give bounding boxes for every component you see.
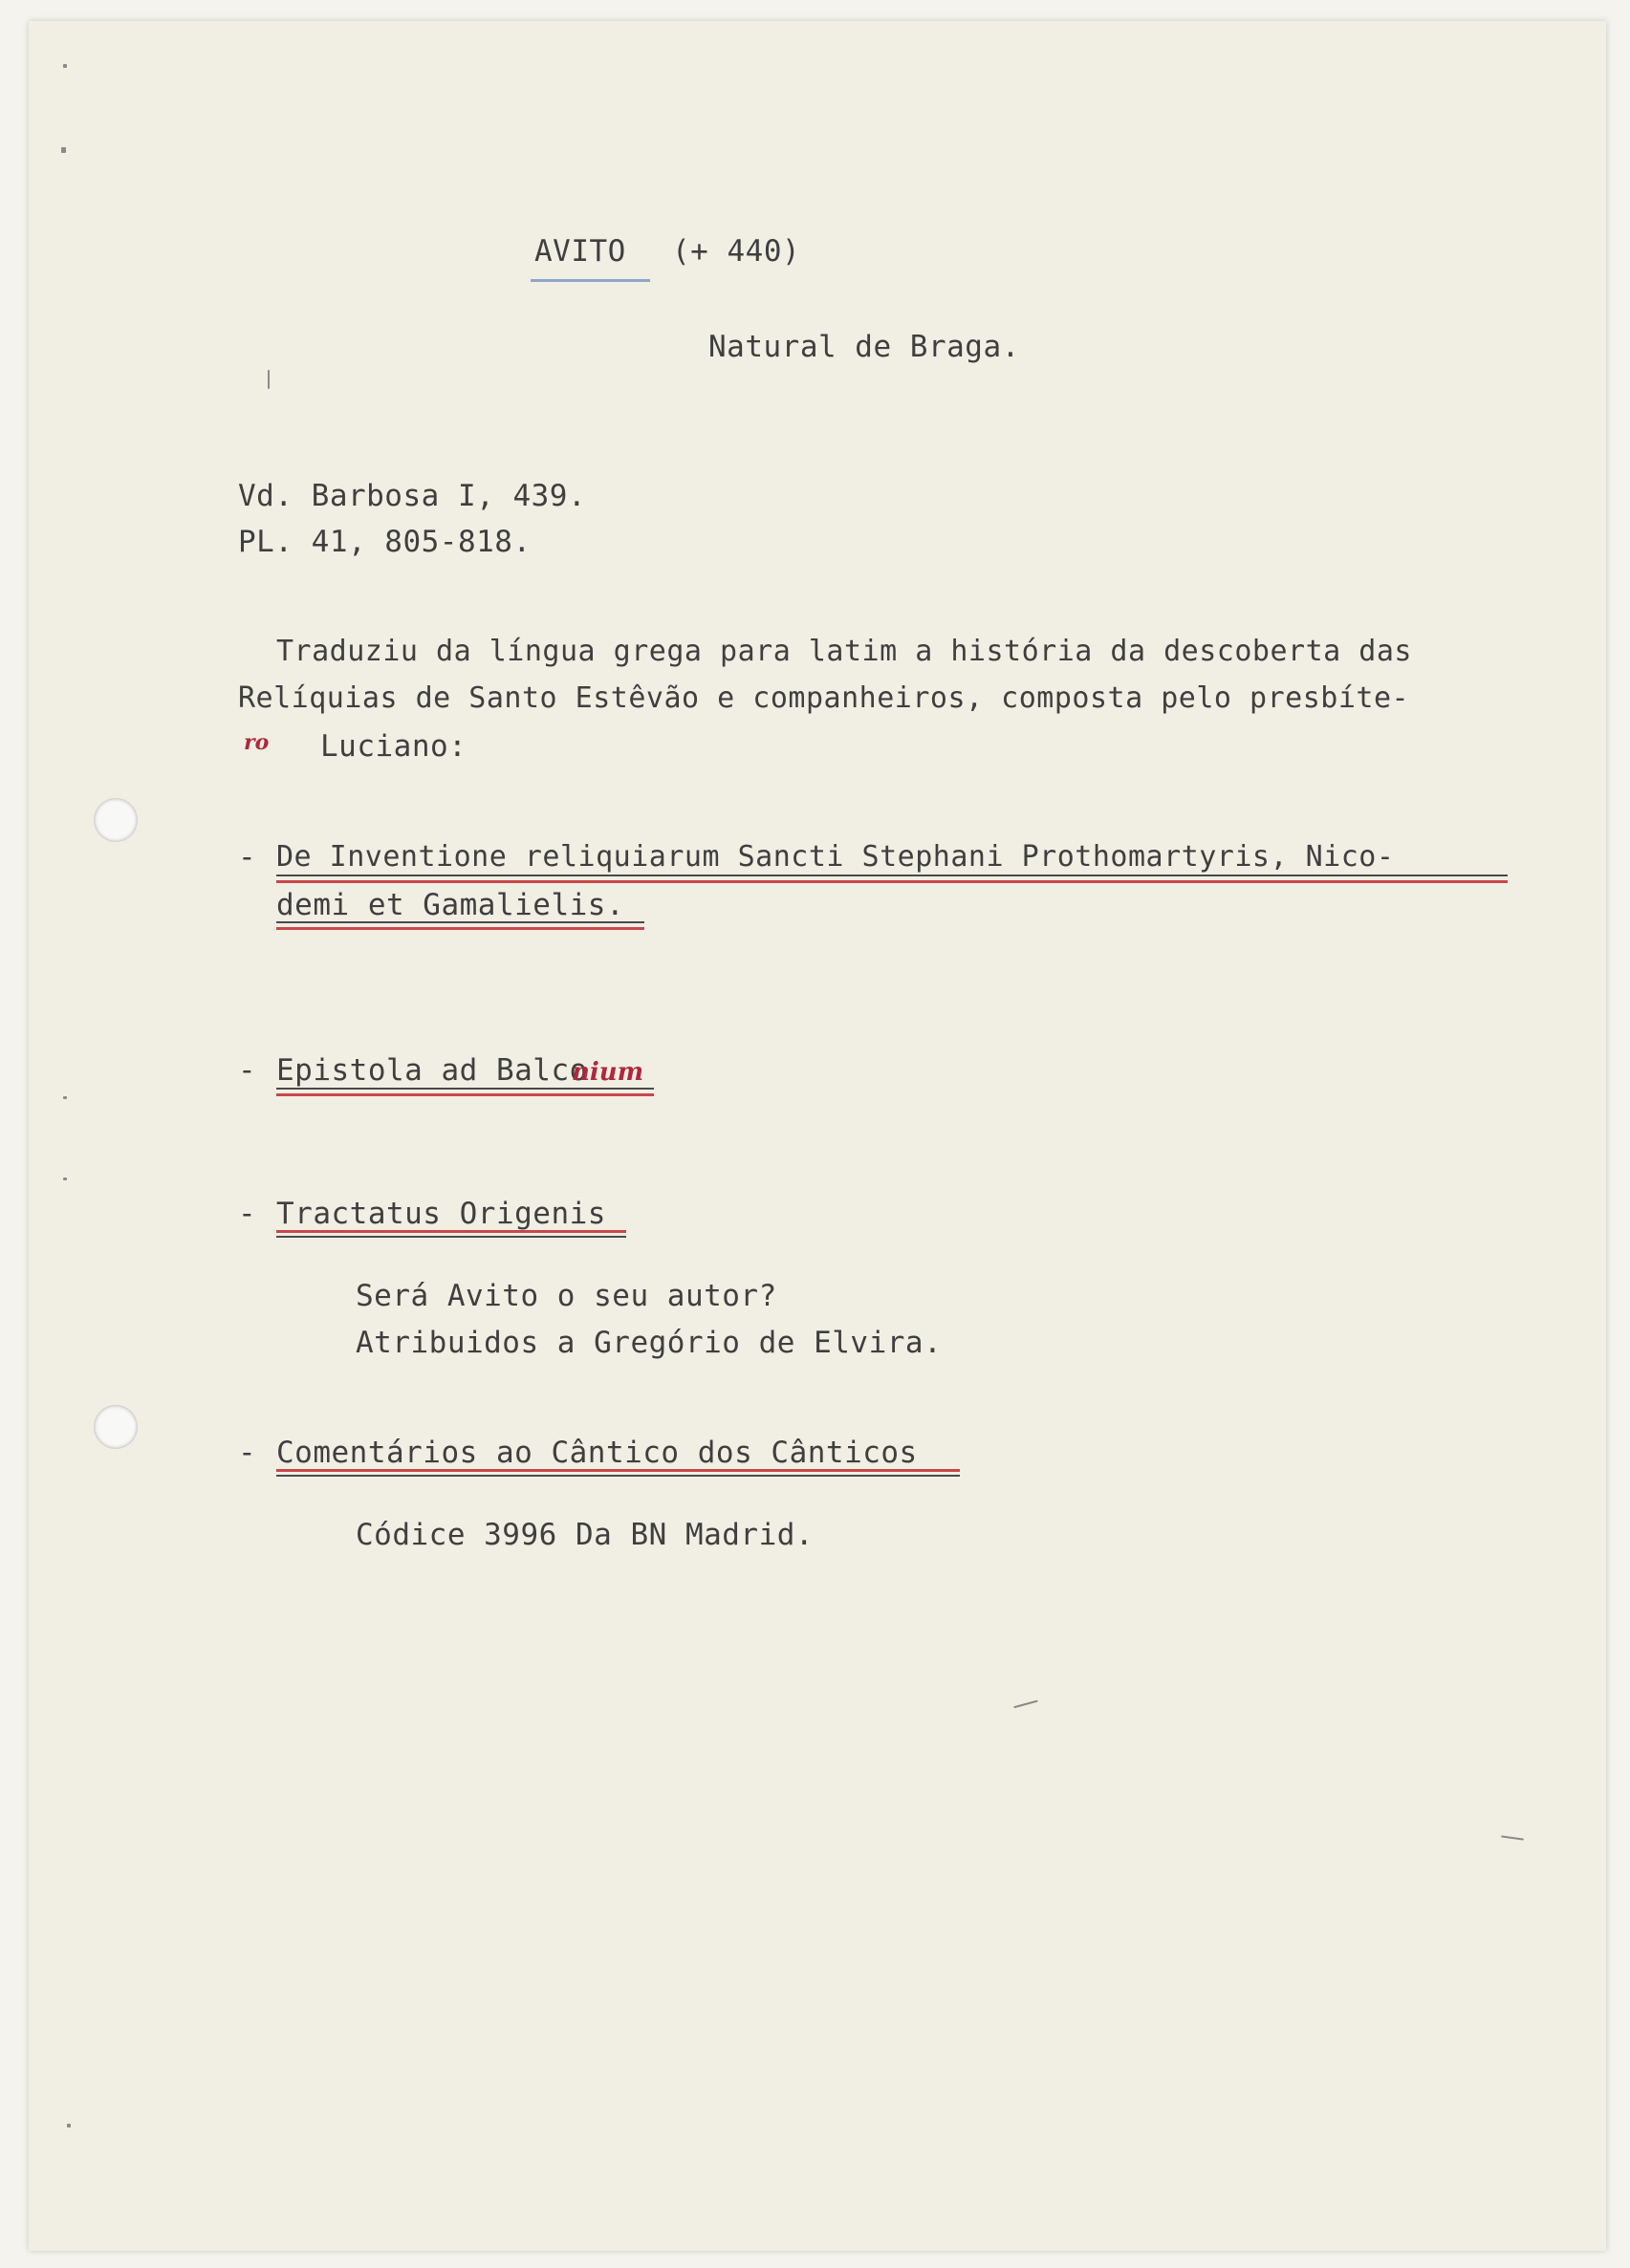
work-1-underline-red-2 xyxy=(276,927,644,930)
paper-speck xyxy=(1501,1835,1524,1840)
entry-title-dates: (+ 440) xyxy=(672,234,801,269)
work-4-note-1: Códice 3996 Da BN Madrid. xyxy=(356,1518,815,1552)
work-3-underline-red xyxy=(276,1230,626,1233)
work-4-underline-black xyxy=(276,1475,960,1477)
entry-title-name: AVITO xyxy=(534,234,626,269)
paper-speck xyxy=(63,64,67,68)
origin-line: Natural de Braga. xyxy=(708,330,1020,364)
work-1-dash: - xyxy=(238,840,257,875)
work-3-dash: - xyxy=(238,1197,257,1231)
reference-line-1: Vd. Barbosa I, 439. xyxy=(238,479,587,513)
paragraph-line-1: Traduziu da língua grega para latim a história da descoberta das xyxy=(276,635,1412,668)
work-3-title: Tractatus Origenis xyxy=(276,1197,606,1231)
work-2-underline-black xyxy=(276,1088,654,1090)
work-3-note-1: Será Avito o seu autor? xyxy=(356,1279,777,1313)
title-blue-underline xyxy=(531,279,650,282)
paper-speck xyxy=(63,1096,67,1099)
work-4-dash: - xyxy=(238,1436,257,1470)
paper-speck xyxy=(268,370,270,389)
paragraph-line-3: Luciano: xyxy=(320,729,467,764)
work-4-underline-red xyxy=(276,1469,960,1472)
document-sheet xyxy=(29,21,1606,2251)
paragraph-line-2: Relíquias de Santo Estêvão e companheiros, composta pelo presbíte- xyxy=(238,681,1410,715)
work-2-dash: - xyxy=(238,1053,257,1088)
handwritten-nium: nium xyxy=(572,1058,644,1087)
punch-hole-bottom xyxy=(94,1405,138,1449)
work-3-underline-black xyxy=(276,1236,626,1238)
handwritten-ro: ro xyxy=(244,730,270,755)
work-1-underline-black-2 xyxy=(276,921,644,923)
paper-speck xyxy=(67,2124,71,2128)
work-1-underline-red-1 xyxy=(276,880,1508,883)
work-2-title-typed: Epistola ad Balco xyxy=(276,1053,588,1088)
paper-speck xyxy=(1013,1700,1038,1709)
work-3-note-2: Atribuidos a Gregório de Elvira. xyxy=(356,1326,943,1360)
work-1-underline-black-1 xyxy=(276,875,1508,876)
work-1-title-line-1: De Inventione reliquiarum Sancti Stephani Prothomartyris, Nico- xyxy=(276,840,1395,874)
work-4-title: Comentários ao Cântico dos Cânticos xyxy=(276,1436,918,1470)
punch-hole-top xyxy=(94,798,138,842)
work-1-title-line-2: demi et Gamalielis. xyxy=(276,888,625,922)
work-2-underline-red xyxy=(276,1093,654,1096)
paper-speck xyxy=(63,1177,67,1180)
reference-line-2: PL. 41, 805-818. xyxy=(238,525,532,559)
paper-speck xyxy=(61,147,66,153)
